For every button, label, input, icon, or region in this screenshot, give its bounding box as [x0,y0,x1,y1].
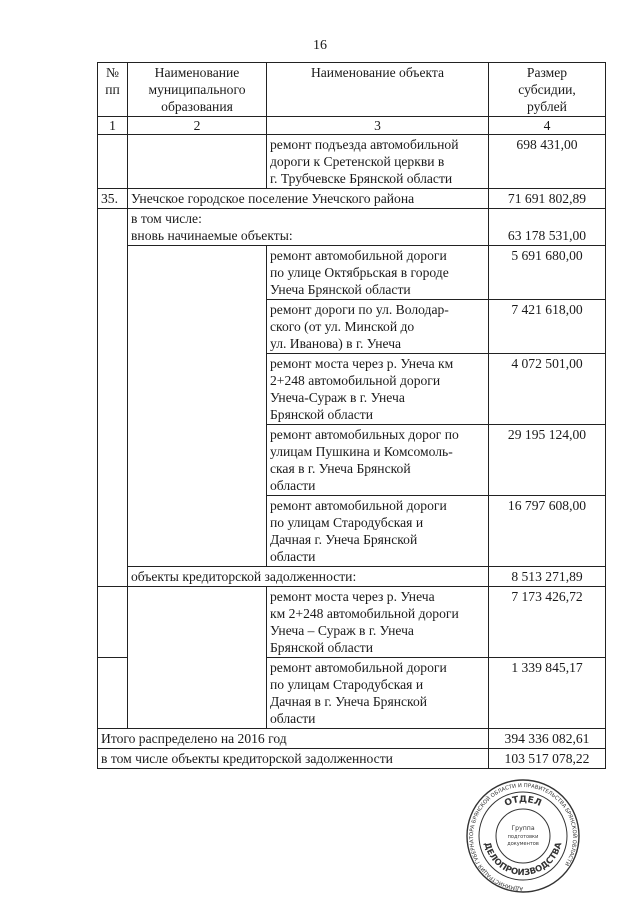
total-amount: 394 336 082,61 [489,729,606,749]
debt-objects-label: объекты кредиторской задолженности: [128,567,489,587]
col-number: 1 [98,117,128,135]
stamp-arc-bottom: ДЕЛОПРОИЗВОДСТВА [481,841,565,879]
col-number: 3 [267,117,489,135]
stamp-outer-text: АДМИНИСТРАЦИЯ ГУБЕРНАТОРА БРЯНСКОЙ ОБЛАСТИ И ПРАВИТЕЛЬСТВА БРЯНСКОЙ ОБЛАСТИ [469,782,578,892]
stamp-center-line: документов [507,841,539,847]
municipality-name: Унечское городское поселение Унечского района [128,189,489,209]
header-object: Наименование объекта [267,63,489,117]
table-row [98,135,606,189]
empty-cell [128,135,267,189]
table-row [98,587,606,658]
subsidy-amount: 7 421 618,00 [489,300,606,354]
subtotal-row [98,567,606,587]
header-amount: Размер субсидии, рублей [489,63,606,117]
empty-cell [98,587,128,658]
object-name: ремонт моста через р. Унеча км 2+248 автомобильной дороги Унеча – Сураж в г. Унеча Брянской области [267,587,489,658]
subsidy-amount: 16 797 608,00 [489,496,606,567]
row-number: 35. [98,189,128,209]
subsidy-table [97,62,606,769]
municipality-row [98,189,606,209]
subsidy-amount: 698 431,00 [489,135,606,189]
subsidy-amount: 5 691 680,00 [489,246,606,300]
page-number: 16 [313,38,327,53]
table-header-row [98,63,606,117]
office-stamp [458,778,588,895]
object-name: ремонт автомобильных дорог по улицам Пушкина и Комсомоль- ская в г. Унеча Брянской области [267,425,489,496]
object-name: ремонт автомобильной дороги по улице Октябрьская в городе Унеча Брянской области [267,246,489,300]
subsidy-amount: 7 173 426,72 [489,587,606,658]
stamp-center-line: Группа [511,825,535,832]
total-debt-label: в том числе объекты кредиторской задолженности [98,749,489,769]
col-number: 2 [128,117,267,135]
stamp-arc-top: ОТДЕЛ [503,794,543,809]
object-name: ремонт моста через р. Унеча км 2+248 автомобильной дороги Унеча-Сураж в г. Унеча Брянской области [267,354,489,425]
table-row [98,246,606,300]
object-name: ремонт подъезда автомобильной дороги к Сретенской церкви в г. Трубчевске Брянской области [267,135,489,189]
column-numbers-row [98,117,606,135]
empty-cell [128,587,267,729]
total-debt-row [98,749,606,769]
stamp-center-line: подготовки [507,834,539,840]
subtotal-row [98,209,606,246]
empty-cell [98,135,128,189]
subsidy-amount: 8 513 271,89 [489,567,606,587]
subsidy-amount: 71 691 802,89 [489,189,606,209]
subsidy-amount: 1 339 845,17 [489,658,606,729]
total-row [98,729,606,749]
empty-cell [98,209,128,587]
subsidy-amount: 29 195 124,00 [489,425,606,496]
new-objects-label: в том числе: вновь начинаемые объекты: [128,209,489,246]
object-name: ремонт дороги по ул. Володар- ского (от ул. Минской до ул. Иванова) в г. Унеча [267,300,489,354]
subsidy-amount: 63 178 531,00 [489,209,606,246]
empty-cell [98,658,128,729]
header-municipality: Наименование муниципального образования [128,63,267,117]
empty-cell [128,246,267,567]
total-label: Итого распределено на 2016 год [98,729,489,749]
object-name: ремонт автомобильной дороги по улицам Стародубская и Дачная г. Унеча Брянской области [267,496,489,567]
subsidy-amount: 4 072 501,00 [489,354,606,425]
header-num: № пп [98,63,128,117]
object-name: ремонт автомобильной дороги по улицам Стародубская и Дачная в г. Унеча Брянской области [267,658,489,729]
col-number: 4 [489,117,606,135]
total-debt-amount: 103 517 078,22 [489,749,606,769]
